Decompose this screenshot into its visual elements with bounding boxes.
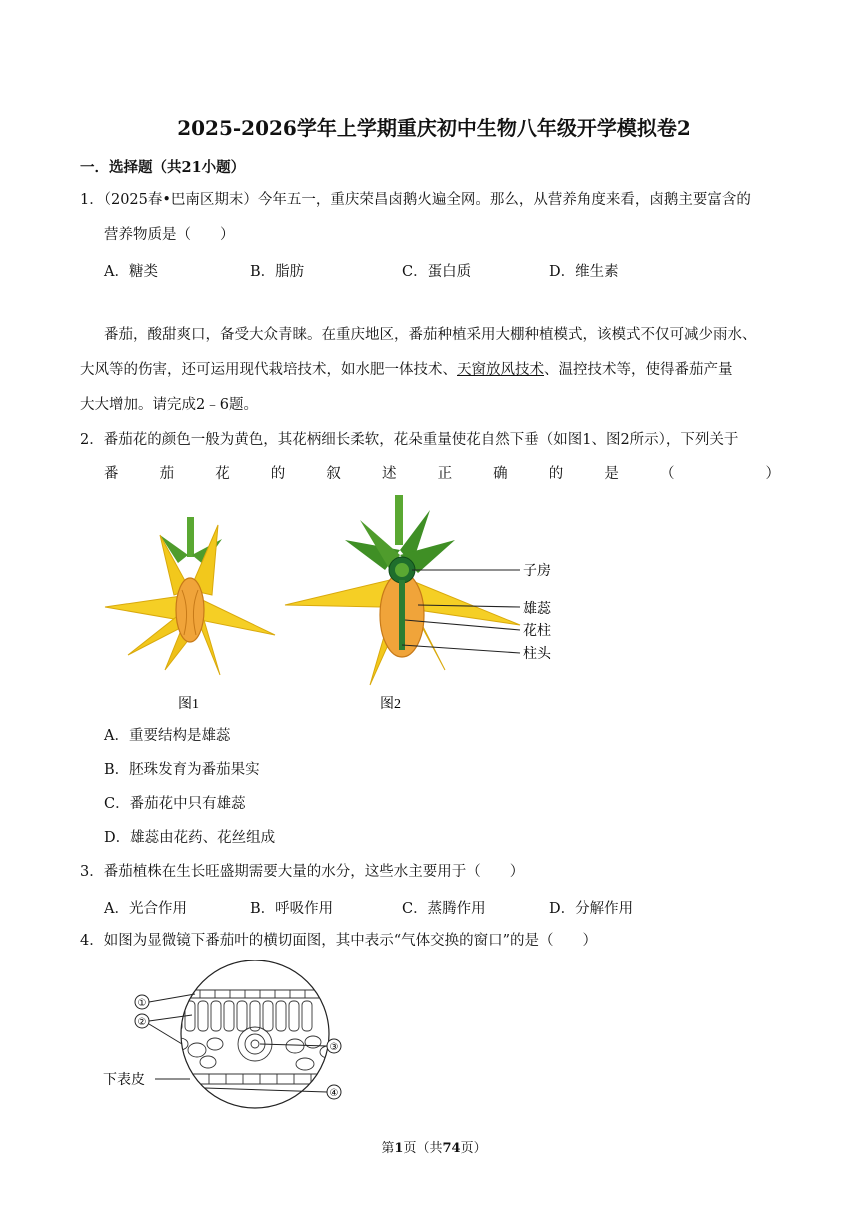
page-title: 2025-2026学年上学期重庆初中生物八年级开学模拟卷2: [177, 116, 691, 140]
q2-char: 是: [604, 466, 619, 482]
q2-char: 确: [493, 466, 508, 482]
q1-option-c[interactable]: C．蛋白质: [402, 264, 472, 280]
passage-underlined-term: 天窗放风技术: [457, 362, 544, 378]
page-footer: [0, 1137, 868, 1156]
q2-char: 的: [548, 466, 564, 482]
passage-line1: 番茄，酸甜爽口，备受大众青睐。在重庆地区，番茄种植采用大棚种植模式，该模式不仅可减少雨水、: [104, 327, 757, 343]
marker-4: ④: [329, 1088, 339, 1099]
footer-middle: 页（共: [403, 1141, 443, 1156]
q3-option-d[interactable]: D．分解作用: [549, 901, 634, 917]
passage-line3: 大大增加。请完成2﹣6题。: [80, 397, 258, 413]
section-heading: 一．选择题（共21小题）: [80, 159, 246, 176]
marker-1: ①: [137, 998, 147, 1009]
passage-line2: [80, 360, 733, 380]
q2-answer-parens: [660, 464, 780, 484]
figure-caption-1: 图1: [178, 697, 199, 712]
q1-option-a[interactable]: A．糖类: [104, 264, 158, 280]
q2-option-c[interactable]: C．番茄花中只有雄蕊: [104, 796, 246, 812]
q3-option-c[interactable]: C．蒸腾作用: [402, 901, 486, 917]
q2-char: 述: [381, 466, 397, 482]
q3-stem: 3．番茄植株在生长旺盛期需要大量的水分，这些水主要用于（ ）: [80, 864, 525, 880]
label-lower-epidermis: 下表皮: [103, 1072, 145, 1088]
q4-stem: 4．如图为显微镜下番茄叶的横切面图，其中表示“气体交换的窗口”的是（ ）: [80, 933, 598, 949]
footer-suffix: 页）: [460, 1141, 487, 1156]
q2-stem-line2: [104, 464, 780, 484]
q2-stem-line1: 2．番茄花的颜色一般为黄色，其花柄细长柔软，花朵重量使花自然下垂（如图1、图2所示），下列关于: [80, 432, 739, 448]
leaf-cross-section-figure: [100, 960, 360, 1115]
label-ovary: 子房: [523, 563, 551, 579]
q3-option-a[interactable]: A．光合作用: [104, 901, 187, 917]
passage-line2-part3: 、温控技术等，使得番茄产量: [544, 362, 733, 378]
q1-option-d[interactable]: D．维生素: [549, 264, 619, 280]
marker-2: ②: [137, 1017, 147, 1028]
tomato-flower-figure: [100, 495, 600, 720]
label-style: 花柱: [523, 623, 551, 639]
flower-figure-1: [105, 517, 275, 675]
footer-prefix: 第: [381, 1141, 395, 1156]
q1-stem-line1: 1．（2025春•巴南区期末）今年五一，重庆荣昌卤鹅火遍全网。那么，从营养角度来看，卤鹅主要富含的: [80, 192, 751, 208]
flower-figure-2: [285, 495, 520, 685]
label-stamen: 雄蕊: [523, 601, 551, 617]
q1-stem-line2: 营养物质是（ ）: [104, 227, 235, 243]
q2-char: 花: [215, 466, 230, 482]
q2-char: 茄: [159, 466, 175, 482]
figure-caption-2: 图2: [380, 697, 401, 712]
q2-option-b[interactable]: B．胚珠发育为番茄果实: [104, 762, 260, 778]
q3-option-b[interactable]: B．呼吸作用: [250, 901, 334, 917]
q1-option-b[interactable]: B．脂肪: [250, 264, 305, 280]
q2-option-a[interactable]: A．重要结构是雄蕊: [104, 728, 231, 744]
q2-char: 番: [104, 466, 119, 482]
marker-3: ③: [329, 1042, 339, 1053]
q2-char: 的: [270, 466, 286, 482]
footer-total-pages: 74: [442, 1141, 461, 1156]
footer-page-number: 1: [394, 1141, 404, 1156]
q2-char: 叙: [326, 466, 341, 482]
q2-option-d[interactable]: D．雄蕊由花药、花丝组成: [104, 830, 276, 846]
passage-line2-part1: 大风等的伤害，还可运用现代栽培技术，如水肥一体技术、: [80, 362, 457, 378]
label-stigma: 柱头: [523, 646, 551, 662]
q2-char: ）: [765, 466, 780, 482]
q2-char: 正: [437, 466, 453, 482]
q2-char: （: [659, 466, 675, 482]
